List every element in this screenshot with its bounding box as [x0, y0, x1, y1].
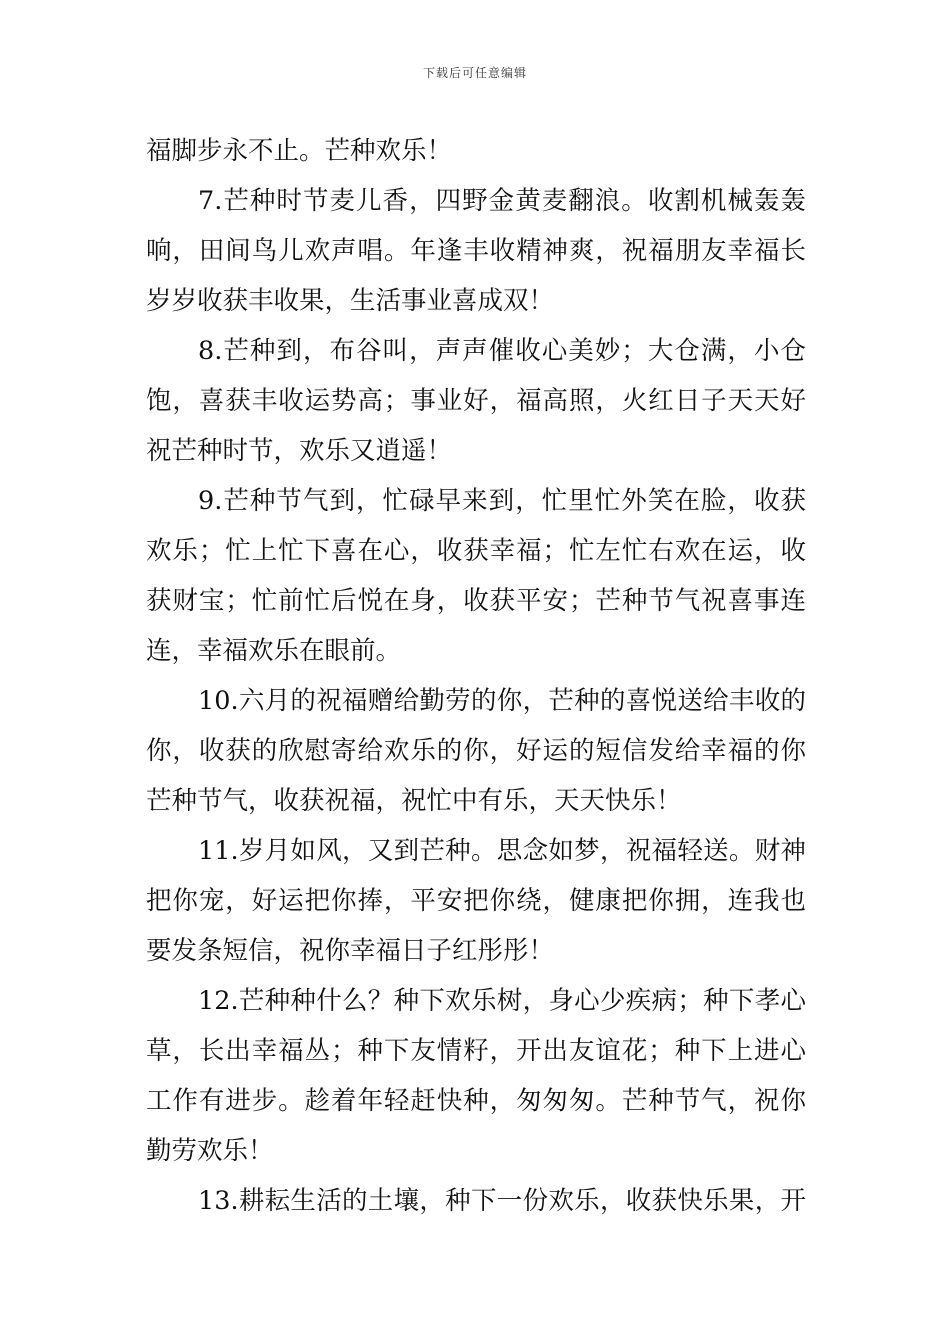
text-line: 你，收获的欣慰寄给欢乐的你，好运的短信发给幸福的你 — [146, 736, 806, 766]
text-line: 连，幸福欢乐在眼前。 — [146, 636, 402, 666]
text-line: 祝芒种时节，欢乐又逍遥！ — [146, 436, 453, 466]
text-line: 要发条短信，祝你幸福日子红彤彤！ — [146, 936, 555, 966]
page-header: 下载后可任意编辑 — [422, 66, 527, 80]
text-line: 岁岁收获丰收果，生活事业喜成双！ — [146, 286, 555, 316]
text-line: 饱，喜获丰收运势高；事业好，福高照，火红日子天天好 — [146, 386, 806, 416]
text-line: 工作有进步。趁着年轻赶快种，匆匆匆。芒种节气，祝你 — [146, 1086, 806, 1116]
paragraph-7-line-1: 7.芒种时节麦儿香，四野金黄麦翻浪。收割机械轰轰 — [198, 186, 806, 216]
paragraph-11-line-1: 11.岁月如风，又到芒种。思念如梦，祝福轻送。财神 — [198, 836, 806, 866]
text-line: 响，田间鸟儿欢声唱。年逢丰收精神爽，祝福朋友幸福长 — [146, 236, 806, 266]
paragraph-12-line-1: 12.芒种种什么？种下欢乐树，身心少疾病；种下孝心 — [198, 986, 806, 1016]
text-line: 草，长出幸福丛；种下友情籽，开出友谊花；种下上进心 — [146, 1036, 806, 1066]
text-line: 勤劳欢乐！ — [146, 1136, 274, 1166]
text-line: 把你宠，好运把你捧，平安把你绕，健康把你拥，连我也 — [146, 886, 806, 916]
paragraph-8-line-1: 8.芒种到，布谷叫，声声催收心美妙；大仓满，小仓 — [198, 336, 806, 366]
text-line: 芒种节气，收获祝福，祝忙中有乐，天天快乐！ — [146, 786, 682, 816]
text-line: 福脚步永不止。芒种欢乐！ — [146, 136, 453, 166]
text-line: 欢乐；忙上忙下喜在心，收获幸福；忙左忙右欢在运，收 — [146, 536, 806, 566]
paragraph-10-line-1: 10.六月的祝福赠给勤劳的你，芒种的喜悦送给丰收的 — [198, 686, 806, 716]
paragraph-13-line-1: 13.耕耘生活的土壤，种下一份欢乐，收获快乐果，开 — [198, 1186, 806, 1216]
document-body — [146, 126, 806, 1226]
paragraph-9-line-1: 9.芒种节气到，忙碌早来到，忙里忙外笑在脸，收获 — [198, 486, 806, 516]
text-line: 获财宝；忙前忙后悦在身，收获平安；芒种节气祝喜事连 — [146, 586, 806, 616]
